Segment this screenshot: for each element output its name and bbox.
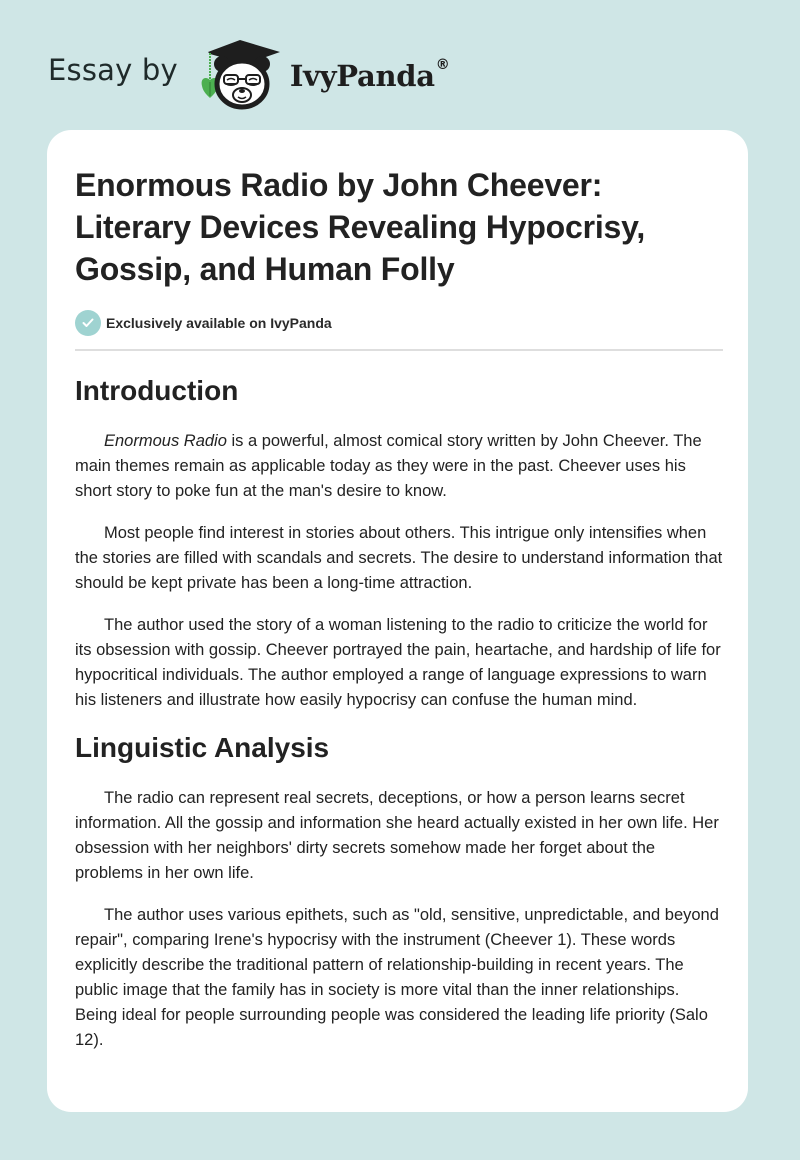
paragraph: The radio can represent real secrets, deceptions, or how a person learns secret information. All the gossip and information she heard actually existed in her own life. Her obsession with her neighbors' dirty secrets somehow made her forget about the problems in her own life. [75, 789, 719, 882]
panda-graduation-cap-logo-icon[interactable] [196, 38, 282, 110]
registered-mark: ® [435, 57, 450, 73]
section-heading-linguistic-analysis: Linguistic Analysis [75, 732, 330, 763]
brand-name[interactable] [290, 59, 450, 93]
paragraph: The author used the story of a woman listening to the radio to criticize the world for its obsession with gossip. Cheever portrayed the pain, heartache, and hardship of life for hypocritical individuals. The author employed a range of language expressions to warn his listeners and illustrate how easily hypocrisy can confuse the human mind. [75, 616, 721, 709]
essay-content [75, 164, 723, 1053]
italic-work-title: Enormous Radio [104, 432, 227, 450]
paragraph-text: is a powerful, almost comical story written by John Cheever. The main themes remain as applicable today as they were in the past. Cheever uses his short story to poke fun at the man's desire to know. [75, 432, 702, 500]
paragraph: Most people find interest in stories about others. This intrigue only intensifies when the stories are filled with scandals and secrets. The desire to understand information that should be kept private has been a long-time attraction. [75, 524, 723, 592]
paragraph [75, 429, 723, 504]
brand-name-text: IvyPanda [289, 59, 435, 93]
essay-title: Enormous Radio by John Cheever: Literary Devices Revealing Hypocrisy, Gossip, and Human Folly [75, 167, 646, 287]
section-heading-introduction: Introduction [75, 375, 239, 406]
section-body-linguistic-analysis [75, 786, 723, 1053]
title-divider [75, 349, 723, 351]
paragraph: The author uses various epithets, such as "old, sensitive, unpredictable, and beyond repair", comparing Irene's hypocrisy with the instrument (Cheever 1). These words explicitly describe the traditional pattern of relationship-building in recent years. The public image that the family has in society is more vital than the inner relationships. Being ideal for people surrounding people was considered the leading life priority (Salo 12). [75, 906, 719, 1049]
check-circle-icon [75, 310, 101, 336]
essay-card [47, 130, 748, 1112]
exclusive-label: Exclusively available on IvyPanda [106, 315, 332, 331]
site-header [48, 36, 449, 112]
exclusive-badge [75, 310, 723, 336]
essay-by-label: Essay by [48, 53, 178, 87]
section-body-introduction [75, 429, 723, 713]
